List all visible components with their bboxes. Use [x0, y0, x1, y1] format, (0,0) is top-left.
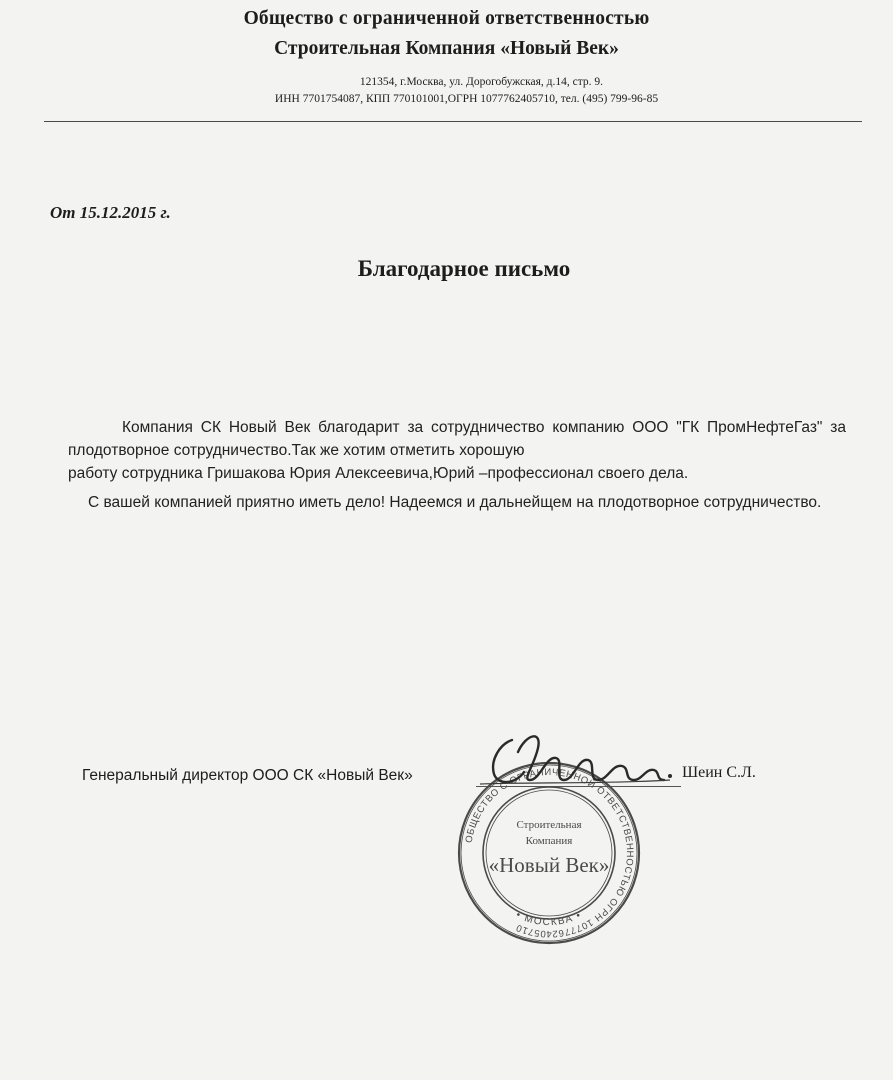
company-address: 121354, г.Москва, ул. Дорогобужская, д.14, стр. 9.: [359, 76, 604, 88]
director-name: Шеин С.Л.: [682, 764, 756, 781]
company-name-line2: Строительная Компания «Новый Век»: [274, 38, 619, 59]
director-position: Генеральный директор ООО СК «Новый Век»: [82, 767, 413, 784]
company-registration-ids: ИНН 7701754087, КПП 770101001,ОГРН 1077762405710, тел. (495) 799-96-85: [274, 93, 659, 105]
svg-text:Строительная: Строительная: [516, 819, 582, 831]
svg-text:ОБЩЕСТВО С ОГРАНИЧЕННОЙ ОТВЕТС: ОБЩЕСТВО С ОГРАНИЧЕННОЙ ОТВЕТСТВЕННОСТЬЮ ОГРН 1077762405710: [463, 766, 636, 940]
company-name-line1: Общество с ограниченной ответственностью: [243, 8, 650, 29]
letter-body: [68, 416, 846, 514]
handwritten-signature: [470, 722, 685, 794]
body-paragraph-2: С вашей компанией приятно иметь дело! Надеемся и дальнейщем на плодотворное сотрудничество.: [88, 494, 822, 511]
svg-text:Компания: Компания: [525, 835, 573, 847]
letter-date: От 15.12.2015 г.: [50, 203, 171, 222]
svg-text:«Новый Век»: «Новый Век»: [488, 853, 610, 877]
header-divider: [44, 121, 862, 122]
body-paragraph-1-end: работу сотрудника Гришакова Юрия Алексеевича,Юрий –профессионал своего дела.: [68, 465, 689, 482]
letter-title: Благодарное письмо: [357, 256, 571, 281]
svg-text:• МОСКВА •: • МОСКВА •: [514, 909, 584, 929]
body-paragraph-1: Компания СК Новый Век благодарит за сотрудничество компанию ООО "ГК ПромНефтеГаз" за плодотворное сотрудничество.Так же хотим отметить хорошую: [68, 419, 846, 459]
